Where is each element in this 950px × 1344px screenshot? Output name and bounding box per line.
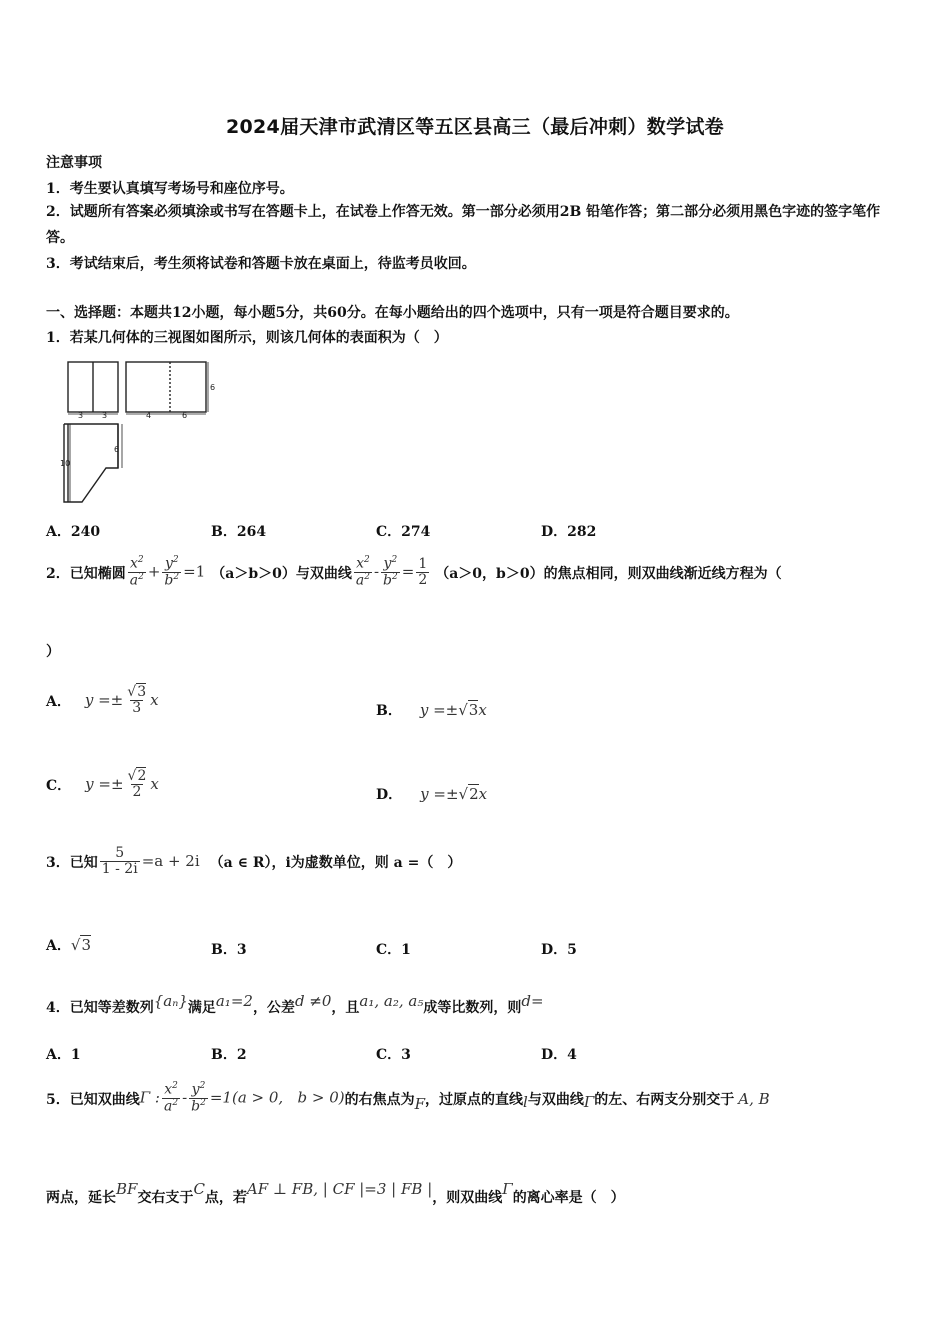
- q5-text: 的离心率是（ ）: [512, 1190, 625, 1206]
- q3-equation: [98, 846, 200, 878]
- dim-label: 6: [182, 411, 188, 420]
- page-title: 2024届天津市武清区等五区县高三（最后冲刺）数学试卷: [226, 116, 724, 138]
- q4-text: ，且: [331, 1000, 360, 1016]
- q5-math: AF ⊥ FB, | CF |=3 | FB |: [246, 1180, 433, 1198]
- dim-label: 4: [146, 411, 152, 420]
- q3-option[interactable]: D．5: [541, 942, 577, 958]
- q4-math: a₁, a₂, a₅: [359, 992, 424, 1010]
- q5-text: ，则双曲线: [432, 1190, 503, 1206]
- q1-option[interactable]: B．264: [211, 524, 267, 540]
- option-label: C．: [46, 777, 72, 794]
- q5-text: 两点，延长: [46, 1190, 116, 1206]
- section-heading: 一、选择题：本题共12小题，每小题5分，共60分。在每小题给出的四个选项中，只有一项是符合题目要求的。: [46, 305, 739, 321]
- ellipse-equation: $\frac{x^2}{a^2}$ + $\frac{y^2}{b^2}$ =1: [129, 555, 206, 589]
- question-5-stem-cont: [46, 1180, 625, 1207]
- radicand: 2: [469, 785, 479, 803]
- q4-option[interactable]: C．3: [376, 1047, 411, 1063]
- hyperbola-equation: $\frac{x^2}{a^2}$ - $\frac{y^2}{b^2}$ = $\frac{1}{2}$: [355, 555, 428, 589]
- notice-item: 1．考生要认真填写考场号和座位序号。: [46, 181, 294, 197]
- top-view: [64, 424, 118, 502]
- q4-text: 满足: [187, 1000, 216, 1016]
- q4-option[interactable]: D．4: [541, 1047, 577, 1063]
- eq-rhs: =a + 2i: [141, 851, 200, 870]
- q5-math: l: [523, 1092, 528, 1111]
- q5-text: ，过原点的直线: [425, 1091, 524, 1108]
- frac-den: 2: [418, 572, 428, 589]
- q2-option-a[interactable]: A． y =± $\frac{√3}{3}$ x: [46, 684, 159, 717]
- q5-math: BF: [116, 1180, 138, 1198]
- q5-math: Γ: [583, 1092, 595, 1111]
- q2-option-d[interactable]: D． y =±√2x: [376, 785, 488, 803]
- q3-option[interactable]: A．√3: [46, 936, 91, 954]
- side-view: [126, 362, 206, 412]
- question-2-stem: [46, 556, 782, 589]
- frac-num: 5: [115, 845, 125, 861]
- q4-math: a₁=2: [215, 992, 253, 1010]
- q5-prefix: 5．已知双曲线: [46, 1091, 140, 1108]
- q4-option[interactable]: A．1: [46, 1047, 81, 1063]
- radicand: 2: [137, 768, 147, 784]
- sequence-symbol: {aₙ}: [153, 992, 188, 1010]
- notice-item: 3．考试结束后，考生须将试卷和答题卡放在桌面上，待监考员收回。: [46, 256, 476, 272]
- option-label: B．: [376, 703, 402, 719]
- notice-item: 2．试题所有答案必须填涂或书写在答题卡上，在试卷上作答无效。第一部分必须用2B 铅笔作答；第二部分必须用黑色字迹的签字笔作答。: [46, 204, 881, 246]
- q3-option[interactable]: B．3: [211, 942, 247, 958]
- question-5-stem: [46, 1082, 770, 1115]
- dim-label: 3: [78, 411, 84, 420]
- three-view-figure: [60, 356, 220, 506]
- frac-num: 1: [418, 555, 428, 572]
- q4-text: ，公差: [252, 1000, 295, 1016]
- eq-rhs: =1: [183, 562, 206, 581]
- notice-heading: 注意事项: [46, 155, 102, 171]
- q5-text: 的右焦点为: [344, 1091, 415, 1108]
- q4-text: 成等比数列，则: [423, 1000, 522, 1016]
- question-1-stem: 1．若某几何体的三视图如图所示，则该几何体的表面积为（ ）: [46, 330, 448, 346]
- dim-label: 6: [210, 383, 216, 392]
- q5-text: 点，若: [204, 1190, 247, 1206]
- frac-den: 3: [132, 700, 142, 717]
- radicand: 3: [81, 936, 91, 954]
- q1-option[interactable]: D．282: [541, 524, 597, 540]
- q4-prefix: 4．已知等差数列: [46, 1000, 154, 1016]
- q5-math: A, B: [738, 1089, 770, 1108]
- question-4-stem: [46, 992, 544, 1017]
- dim-label: 10: [60, 459, 71, 468]
- q5-math: C: [193, 1180, 205, 1198]
- q1-option[interactable]: C．274: [376, 524, 431, 540]
- q3-option[interactable]: C．1: [376, 942, 411, 958]
- q4-math: d=: [521, 992, 544, 1010]
- radicand: 3: [468, 701, 479, 719]
- question-3-stem: [46, 846, 461, 878]
- q5-text: 交右支于: [137, 1190, 194, 1206]
- q2-option-c[interactable]: C． y =± $\frac{√2}{2}$ x: [46, 768, 159, 801]
- dim-label: 3: [102, 411, 108, 420]
- q3-prefix: 3．已知: [46, 854, 98, 871]
- q2-option-b[interactable]: B． y =±√3x: [376, 701, 487, 719]
- q5-math: Γ: [502, 1180, 513, 1198]
- option-label: A．: [46, 938, 71, 954]
- q2-condition: （a＞b＞0）与双曲线: [211, 565, 352, 582]
- q2-prefix: 2．已知椭圆: [46, 565, 126, 582]
- q4-option[interactable]: B．2: [211, 1047, 247, 1063]
- q5-math: F: [414, 1094, 426, 1113]
- q4-math: d ≠0: [294, 992, 332, 1010]
- q5-text: 与双曲线: [527, 1091, 584, 1108]
- q2-close-paren: ）: [46, 644, 60, 660]
- frac-den: 1 - 2i: [101, 861, 138, 878]
- q3-condition: （a ∈ R），i为虚数单位，则 a =（ ）: [209, 854, 462, 871]
- q5-text: 的左、右两支分别交于: [594, 1091, 735, 1108]
- dim-label: 6: [114, 445, 120, 454]
- q5-equation: Γ : $\frac{x^2}{a^2}$ - $\frac{y^2}{b^2}$ =1(a > 0, b > 0): [139, 1081, 345, 1115]
- radicand: 3: [137, 684, 147, 700]
- option-label: A．: [46, 693, 71, 710]
- q1-option[interactable]: A．240: [46, 524, 101, 540]
- q2-condition: （a＞0，b＞0）的焦点相同，则双曲线渐近线方程为（: [435, 565, 782, 582]
- frac-den: 2: [132, 784, 142, 801]
- option-label: D．: [376, 787, 403, 803]
